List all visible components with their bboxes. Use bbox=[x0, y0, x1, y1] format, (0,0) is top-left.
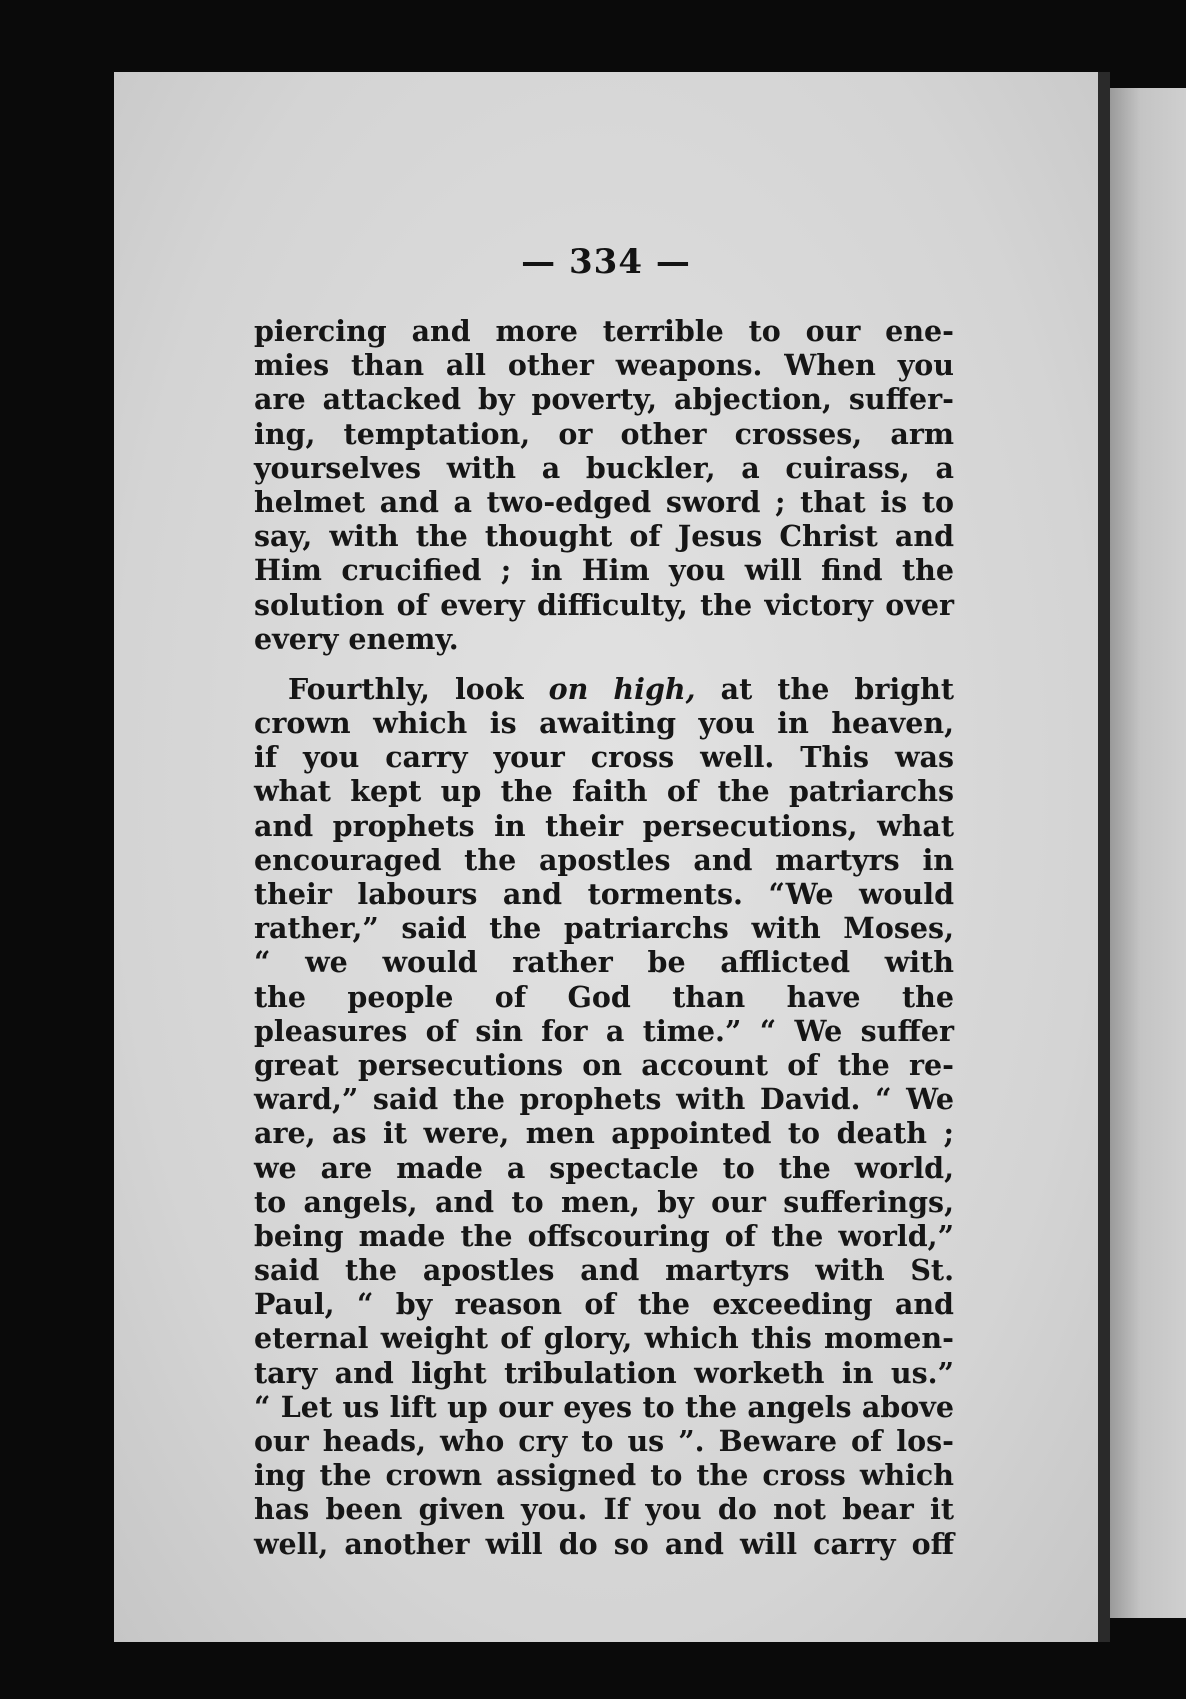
text-line: helmet and a two-edged sword ; that is to bbox=[254, 484, 954, 519]
text-line: pleasures of sin for a time.” “ We suffer bbox=[254, 1013, 954, 1048]
text-line: great persecutions on account of the re- bbox=[254, 1047, 954, 1082]
text-line: piercing and more terrible to our ene- bbox=[254, 314, 954, 348]
text-line: the people of God than have the bbox=[254, 979, 954, 1014]
text-line: Paul, “ by reason of the exceeding and bbox=[254, 1287, 954, 1322]
paragraph-gap bbox=[254, 656, 954, 672]
text-line: are attacked by poverty, abjection, suffer- bbox=[254, 382, 954, 417]
text-line: yourselves with a buckler, a cuirass, a bbox=[254, 450, 954, 485]
text-line: “ Let us lift up our eyes to the angels above bbox=[254, 1389, 954, 1424]
facing-page-edge bbox=[1110, 88, 1186, 1618]
text-line: mies than all other weapons. When you bbox=[254, 348, 954, 383]
text-line: ward,” said the prophets with David. “ We bbox=[254, 1082, 954, 1117]
paragraph-1 bbox=[254, 314, 954, 656]
text-line: say, with the thought of Jesus Christ and bbox=[254, 519, 954, 554]
text-line: ing the crown assigned to the cross which bbox=[254, 1458, 954, 1493]
text-line: our heads, who cry to us ”. Beware of los- bbox=[254, 1424, 954, 1458]
text-line: their labours and torments. “We would bbox=[254, 877, 954, 911]
text-line: to angels, and to men, by our sufferings, bbox=[254, 1184, 954, 1219]
text-line: well, another will do so and will carry off bbox=[254, 1526, 954, 1561]
book-page bbox=[114, 72, 1098, 1642]
text-line: every enemy. bbox=[254, 621, 459, 656]
text-line: ing, temptation, or other crosses, arm bbox=[254, 416, 954, 451]
book-gutter bbox=[1098, 72, 1110, 1642]
text-line: tary and light tribulation worketh in us.” bbox=[254, 1355, 954, 1390]
text-line: if you carry your cross well. This was bbox=[254, 740, 954, 775]
text-line: what kept up the faith of the patriarchs bbox=[254, 774, 954, 809]
text-line: said the apostles and martyrs with St. bbox=[254, 1253, 954, 1288]
text-line: are, as it were, men appointed to death ; bbox=[254, 1116, 954, 1151]
text-run: at the bright bbox=[695, 671, 954, 706]
emphasis-text: on high, bbox=[548, 671, 696, 706]
text-line: Him crucified ; in Him you will find the bbox=[254, 553, 954, 588]
text-line: and prophets in their persecutions, what bbox=[254, 808, 954, 843]
text-line: eternal weight of glory, which this momen- bbox=[254, 1321, 954, 1356]
text-run: Fourthly, look bbox=[288, 671, 549, 706]
text-line: crown which is awaiting you in heaven, bbox=[254, 706, 954, 741]
text-line: rather,” said the patriarchs with Moses, bbox=[254, 911, 954, 946]
text-line: solution of every difficulty, the victory over bbox=[254, 587, 954, 622]
text-line: encouraged the apostles and martyrs in bbox=[254, 842, 954, 877]
text-line: has been given you. If you do not bear it bbox=[254, 1492, 954, 1527]
page-text bbox=[254, 314, 954, 1561]
paragraph-2 bbox=[254, 672, 954, 1561]
text-line: we are made a spectacle to the world, bbox=[254, 1150, 954, 1185]
text-line: “ we would rather be afflicted with bbox=[254, 945, 954, 980]
text-line-first bbox=[254, 672, 954, 706]
page-number: — 334 — bbox=[521, 242, 691, 282]
text-line: being made the offscouring of the world,” bbox=[254, 1218, 954, 1253]
